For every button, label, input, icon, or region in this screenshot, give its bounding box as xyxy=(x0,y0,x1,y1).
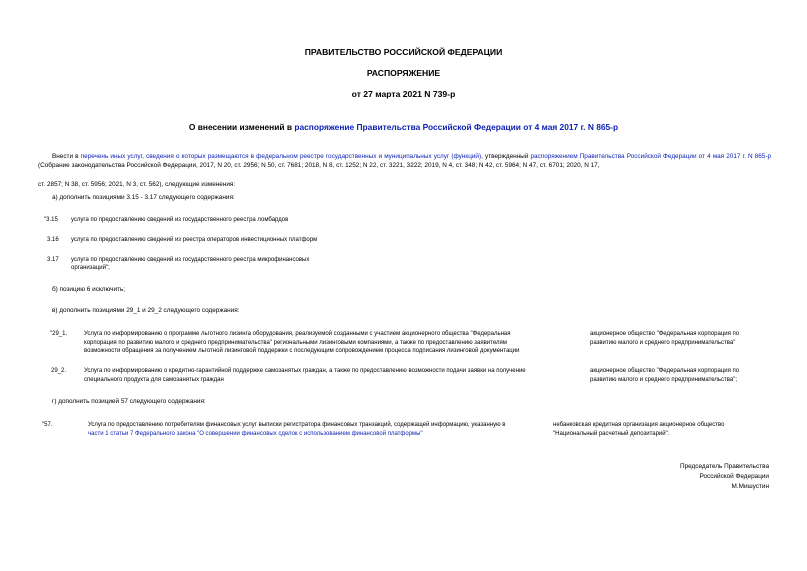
position-text: возможности обращения за получением льготной лизинговой поддержки с последующим сопровождением процесса подписания лизинговой документации xyxy=(84,348,520,354)
position-provider: небанковская кредитная организация акционерное общество xyxy=(553,422,725,428)
signature-title: Председатель Правительства xyxy=(680,463,769,470)
intro-text-1: Внести в xyxy=(52,153,81,160)
government-heading: ПРАВИТЕЛЬСТВО РОССИЙСКОЙ ФЕДЕРАЦИИ xyxy=(304,47,503,57)
position-number: 3.17 xyxy=(47,257,59,263)
position-text: Услуга по информированию о кредитно-гарантийной поддержке самозанятых граждан, а также по предоставлению возможности подачи заявки на получение xyxy=(84,368,526,374)
intro-order-link[interactable]: распоряжением Правительства Российской Федерации xyxy=(530,153,697,160)
position-text: услуга по предоставлению сведений из реестра операторов инвестиционных платформ xyxy=(71,237,318,243)
title-link[interactable]: распоряжение Правительства Российской Федерации от 4 мая 2017 г. N 865-р xyxy=(294,122,619,132)
position-text: услуга по предоставлению сведений из государственного реестра микрофинансовых xyxy=(71,257,310,263)
position-provider: развитию малого и среднего предпринимательства"; xyxy=(590,376,738,383)
intro-text-3: (Собрание законодательства Российской Федерации, 2017, N 20, ст. 2956; N 50, ст. 7681; 2018, N 8, ст. 1252; N 22, ст. 3221, 3222; 2019, N 4, ст. 348; N 42, ст. 5964; N 47, ст. 6701; 2020, N 17, xyxy=(38,162,600,170)
position-provider: развитию малого и среднего предпринимательства" xyxy=(590,339,736,346)
document-date-number: от 27 марта 2021 N 739-р xyxy=(351,89,456,99)
item-v: в) дополнить позициями 29_1 и 29_2 следующего содержания: xyxy=(52,307,240,314)
position-text: корпорация по развитию малого и среднего предпринимательства" региональными лизинговыми компаниями, а также по предоставлению заявителям xyxy=(84,339,507,346)
position-number: "3.15 xyxy=(44,217,58,223)
signature-name: М.Мишустин xyxy=(731,483,769,490)
intro-line-3: ст. 2857; N 38, ст. 5956; 2021, N 3, ст. 562), следующие изменения: xyxy=(38,181,236,188)
position-number: "57. xyxy=(42,422,53,428)
intro-order-date-link[interactable]: от 4 мая 2017 г. N 865-р xyxy=(698,153,772,160)
position-provider: "Национальный расчетный депозитарий". xyxy=(553,430,670,437)
position-provider: акционерное общество "Федеральная корпорация по xyxy=(590,331,740,337)
position-text: организаций"; xyxy=(71,265,110,271)
position-text: специального продукта для самозанятых граждан xyxy=(84,376,224,383)
title-prefix: О внесении изменений в xyxy=(188,122,295,132)
item-g: г) дополнить позицией 57 следующего содержания: xyxy=(52,398,206,405)
position-number: 29_2. xyxy=(51,368,67,374)
signature-title: Российской Федерации xyxy=(699,473,769,480)
intro-text-2: , утвержденный xyxy=(481,153,531,160)
position-provider: акционерное общество "Федеральная корпорация по xyxy=(590,368,740,374)
position-number: 3.16 xyxy=(47,237,59,243)
intro-list-link[interactable]: перечень иных услуг, сведения о которых размещаются в федеральном реестре государственных и муниципальных услуг (функций) xyxy=(80,153,482,160)
document-type: РАСПОРЯЖЕНИЕ xyxy=(366,68,441,78)
position-text: Услуга по предоставлению потребителям финансовых услуг выписки регистратора финансовых транзакций, содержащей информацию, указанную в xyxy=(88,422,506,428)
position-text: Услуга по информированию о программе льготного лизинга оборудования, реализуемой созданными с участием акционерного общества "Федеральная xyxy=(84,331,511,337)
position-text: услуга по предоставлению сведений из государственного реестра ломбардов xyxy=(71,217,289,223)
document-title xyxy=(0,122,807,132)
intro-paragraph xyxy=(38,152,771,171)
item-b: б) позицию 6 исключить; xyxy=(52,286,126,293)
item-a: а) дополнить позициями 3.15 - 3.17 следующего содержания: xyxy=(52,194,235,201)
federal-law-link[interactable]: части 1 статьи 7 Федерального закона "О совершении финансовых сделок с использованием финансовой платформы" xyxy=(88,430,423,437)
position-number: "29_1. xyxy=(50,331,68,337)
